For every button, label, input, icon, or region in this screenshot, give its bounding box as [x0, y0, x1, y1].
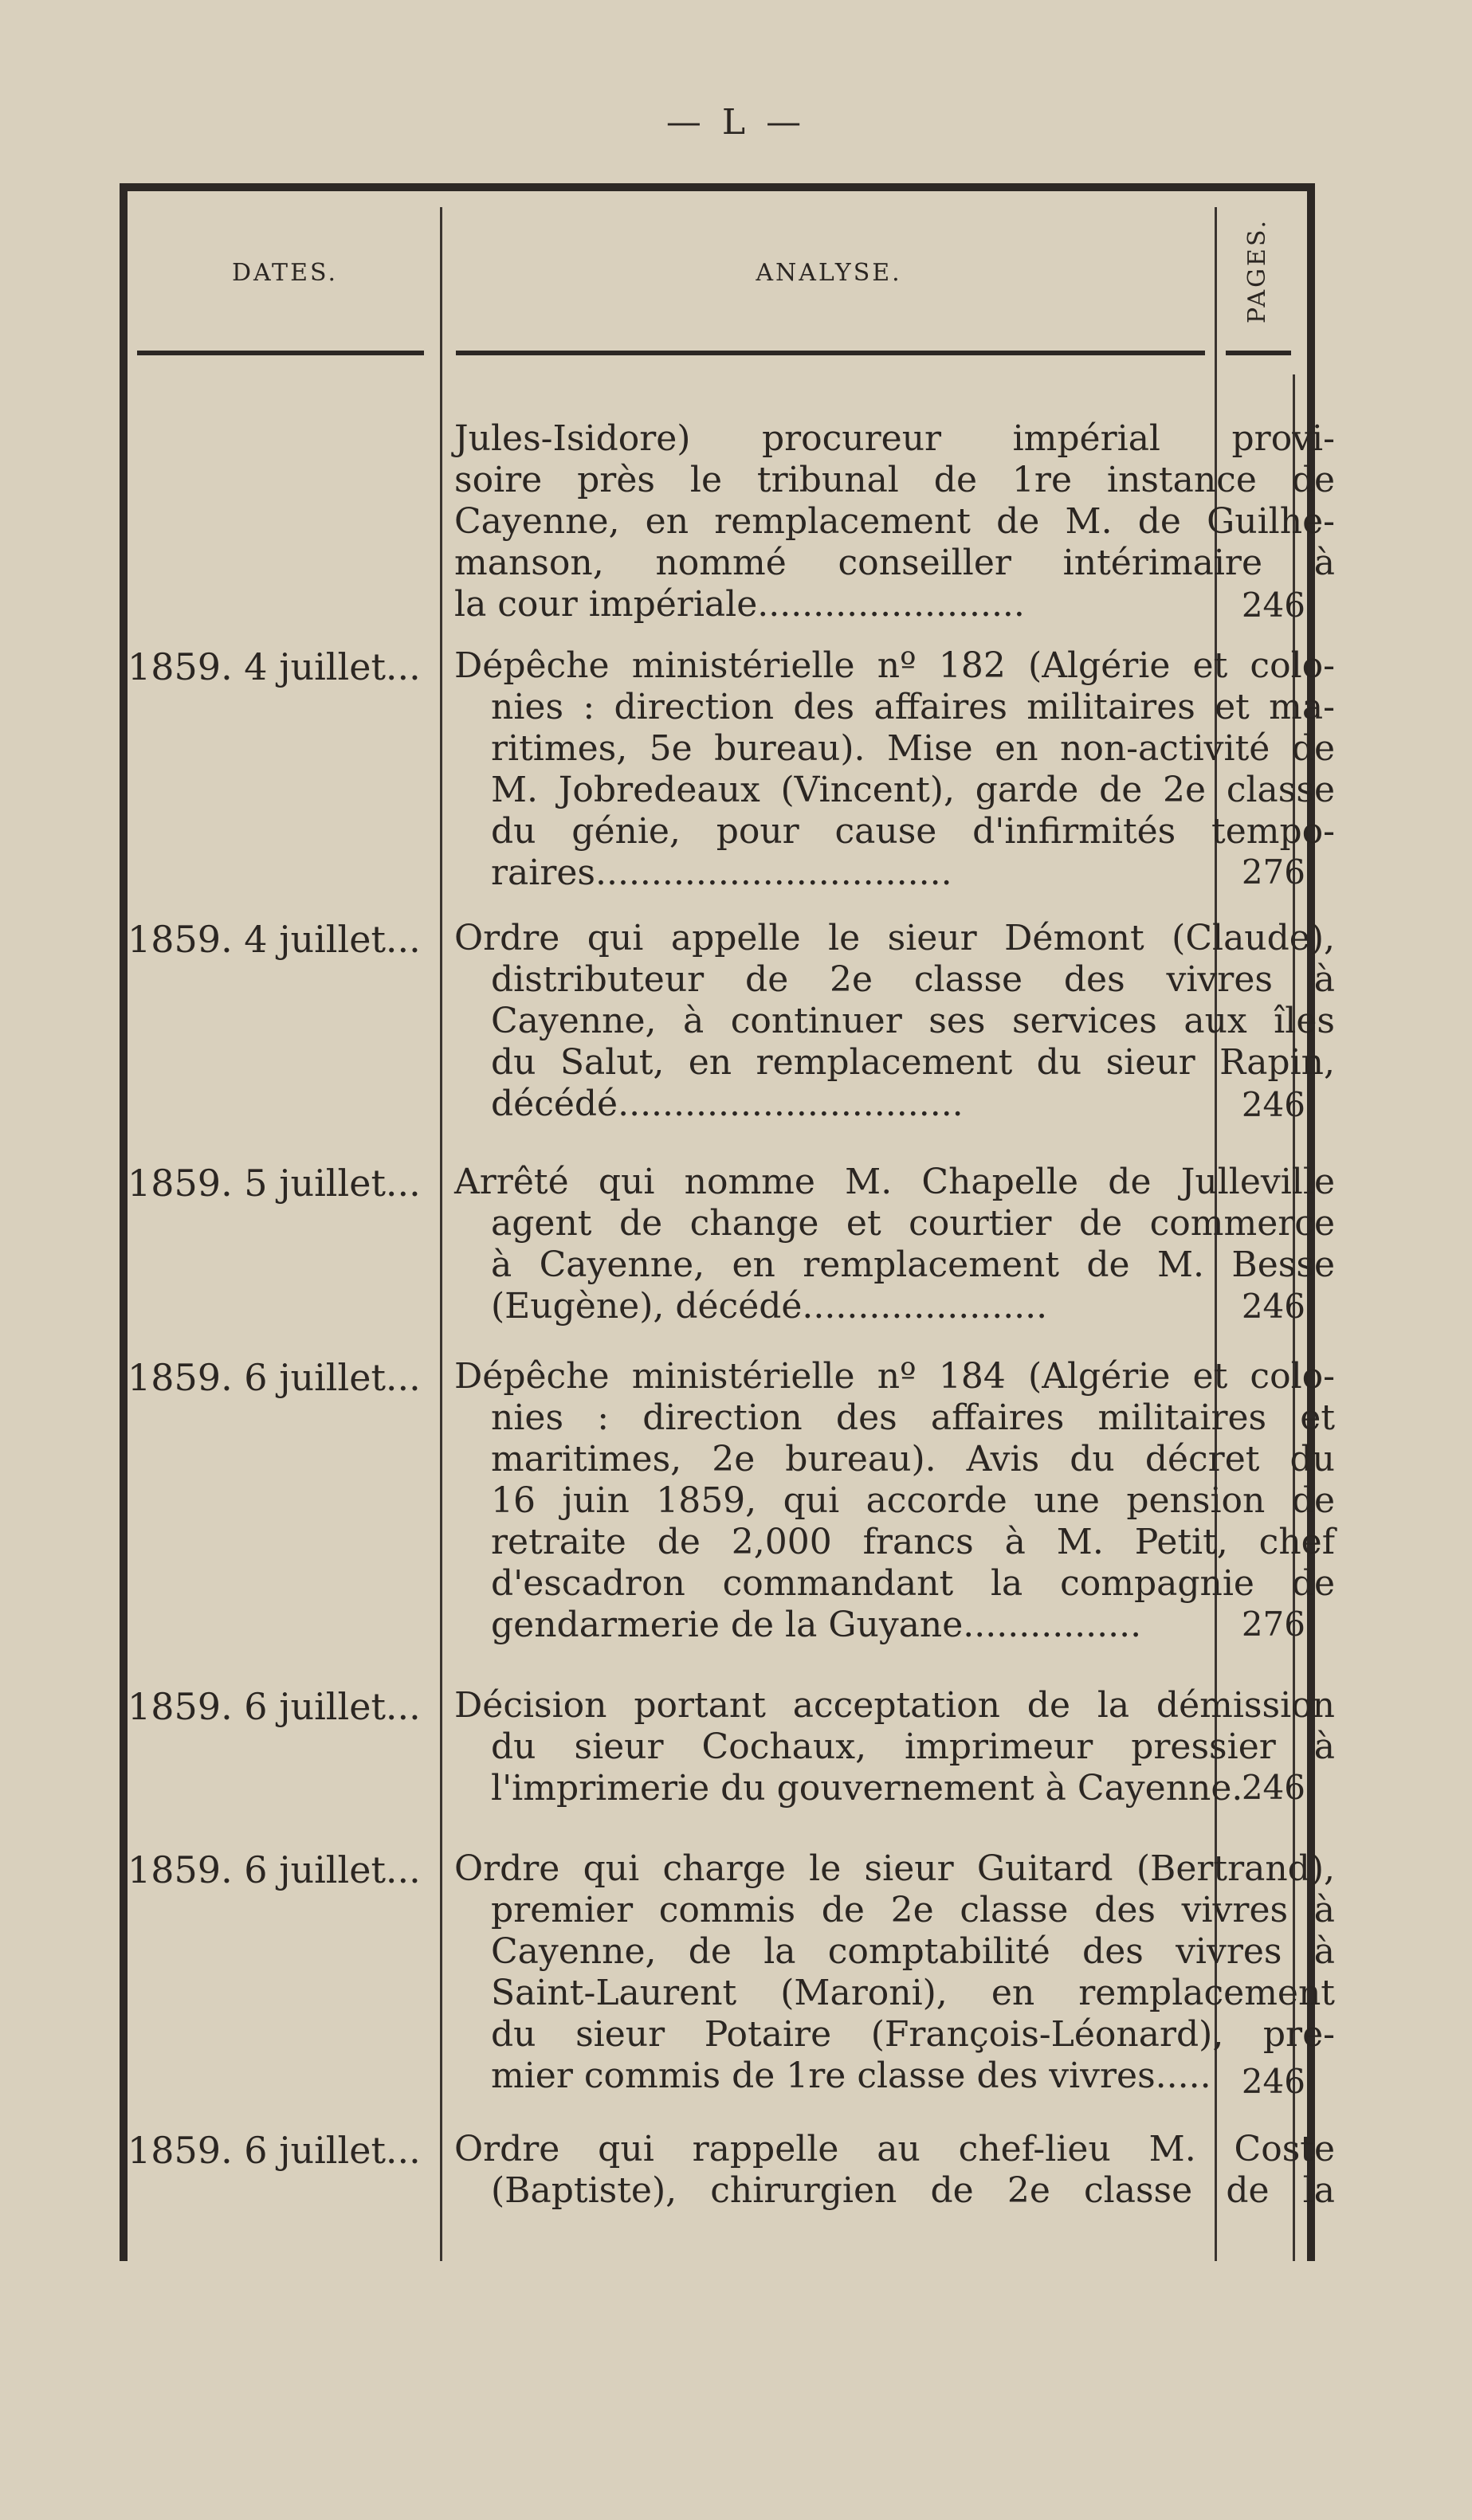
- analysis-line: gendarmerie de la Guyane................: [491, 1605, 1142, 1645]
- analysis-line: la cour impériale........................: [454, 584, 1025, 625]
- analysis-line: décédé...............................: [491, 1084, 964, 1124]
- analysis-line: Cayenne, à continuer ses services aux îles: [491, 1001, 1335, 1041]
- analysis-line: premier commis de 2e classe des vivres à: [491, 1890, 1335, 1930]
- analysis-line: 16 juin 1859, qui accorde une pension de: [491, 1480, 1335, 1521]
- entry-page: 246: [1241, 1085, 1305, 1124]
- analysis-line: Ordre qui charge le sieur Guitard (Bertrand),: [454, 1848, 1335, 1889]
- analysis-line: Jules-Isidore) procureur impérial provi-: [454, 418, 1335, 459]
- entry-date: 1859. 6 juillet...: [128, 2129, 421, 2172]
- entry-date: 1859. 4 juillet...: [128, 645, 421, 688]
- analysis-line: Dépêche ministérielle nº 184 (Algérie et colo-: [454, 1356, 1335, 1397]
- analysis-line: M. Jobredeaux (Vincent), garde de 2e classe: [491, 770, 1335, 810]
- entry-page: 246: [1241, 586, 1305, 625]
- entry-analysis: [454, 1685, 1335, 1809]
- analysis-line: maritimes, 2e bureau). Avis du décret du: [491, 1439, 1335, 1479]
- entry-analysis: [454, 645, 1335, 894]
- analysis-line: nies : direction des affaires militaires et ma-: [491, 687, 1335, 727]
- entry-page: 276: [1241, 852, 1305, 892]
- analysis-line: mier commis de 1re classe des vivres.....: [491, 2056, 1211, 2096]
- analysis-line: du sieur Potaire (François-Léonard), pre-: [491, 2014, 1335, 2055]
- entry-analysis: [454, 1356, 1335, 1646]
- entry-page: 276: [1241, 1605, 1305, 1644]
- analysis-line: agent de change et courtier de commerce: [491, 1203, 1335, 1244]
- page-number: — L —: [665, 102, 807, 143]
- analysis-line: (Baptiste), chirurgien de 2e classe de la: [491, 2170, 1335, 2211]
- analysis-line: d'escadron commandant la compagnie de: [491, 1563, 1335, 1604]
- analysis-line: Ordre qui appelle le sieur Démont (Claude),: [454, 918, 1335, 958]
- entry-analysis: [454, 418, 1335, 625]
- analysis-line: Arrêté qui nomme M. Chapelle de Julleville: [454, 1162, 1335, 1202]
- analysis-line: retraite de 2,000 francs à M. Petit, chef: [491, 1522, 1335, 1562]
- header-analyse: ANALYSE.: [756, 259, 902, 287]
- entry-date: 1859. 6 juillet...: [128, 1848, 421, 1891]
- analysis-line: du sieur Cochaux, imprimeur pressier à: [491, 1726, 1335, 1767]
- header-pages: PAGES.: [1243, 218, 1271, 323]
- entry-page: 246: [1241, 1287, 1305, 1326]
- analysis-line: Ordre qui rappelle au chef-lieu M. Coste: [454, 2129, 1335, 2169]
- header-rule-dates: [137, 351, 424, 355]
- entry-analysis: [454, 1162, 1335, 1327]
- analysis-line: soire près le tribunal de 1re instance de: [454, 460, 1335, 500]
- analysis-line: Décision portant acceptation de la démission: [454, 1685, 1335, 1726]
- analysis-line: Dépêche ministérielle nº 182 (Algérie et colo-: [454, 645, 1335, 686]
- entry-analysis: [454, 1848, 1335, 2097]
- entry-date: 1859. 5 juillet...: [128, 1162, 421, 1205]
- analysis-line: Cayenne, en remplacement de M. de Guilhe-: [454, 501, 1335, 542]
- header-rule-analyse: [456, 351, 1205, 355]
- header-rule-pages: [1226, 351, 1291, 355]
- analysis-line: du Salut, en remplacement du sieur Rapin,: [491, 1042, 1335, 1083]
- entry-date: 1859. 6 juillet...: [128, 1356, 421, 1399]
- column-divider-dates: [440, 207, 442, 2261]
- analysis-line: Cayenne, de la comptabilité des vivres à: [491, 1931, 1335, 1972]
- header-dates: DATES.: [231, 259, 338, 287]
- analysis-line: Saint-Laurent (Maroni), en remplacement: [491, 1973, 1335, 2013]
- analysis-line: raires................................: [491, 852, 952, 893]
- analysis-line: manson, nommé conseiller intérimaire à: [454, 543, 1335, 583]
- entry-page: 246: [1241, 1768, 1305, 1807]
- entry-analysis: [454, 918, 1335, 1125]
- analysis-line: ritimes, 5e bureau). Mise en non-activité de: [491, 728, 1335, 769]
- analysis-line: (Eugène), décédé......................: [491, 1286, 1048, 1327]
- analysis-line: à Cayenne, en remplacement de M. Besse: [491, 1244, 1335, 1285]
- analysis-line: l'imprimerie du gouvernement à Cayenne.: [491, 1768, 1243, 1809]
- entry-page: 246: [1241, 2062, 1305, 2101]
- entry-date: 1859. 4 juillet...: [128, 918, 421, 961]
- analysis-line: nies : direction des affaires militaires et: [491, 1397, 1335, 1438]
- analysis-line: du génie, pour cause d'infirmités tempo-: [491, 811, 1335, 852]
- analysis-line: distributeur de 2e classe des vivres à: [491, 959, 1335, 1000]
- entry-analysis: [454, 2129, 1335, 2212]
- entry-date: 1859. 6 juillet...: [128, 1685, 421, 1728]
